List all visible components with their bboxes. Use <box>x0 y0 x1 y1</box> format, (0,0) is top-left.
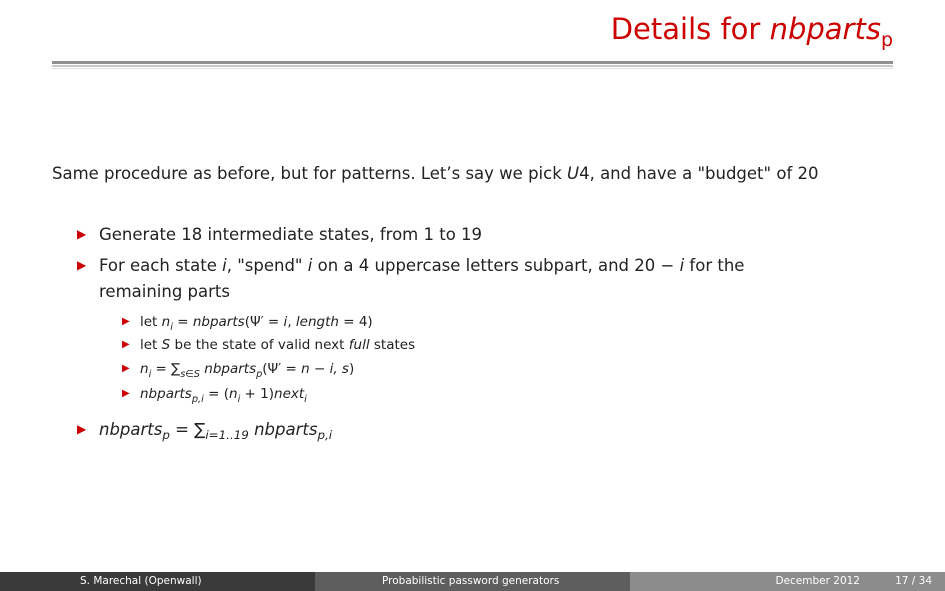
bullet-triangle-icon: ▶ <box>77 258 87 272</box>
bullet-triangle-icon: ▶ <box>77 227 87 241</box>
footer-date: December 2012 <box>775 575 860 587</box>
sub-list-item: ▶ nbparts$_{p,i}$ = ($n_i$ + 1)next$_i$ <box>122 386 307 405</box>
footer-author-segment <box>0 572 315 591</box>
title-rule-shadow-light <box>52 68 893 69</box>
list-item: ▶ For each state i, "spend" i on a 4 uppercase letters subpart, and 20 − i for the <box>77 256 745 275</box>
bullet-triangle-icon: ▶ <box>122 363 130 374</box>
intro-paragraph: Same procedure as before, but for patterns. Let’s say we pick U4, and have a "budget" of 20 <box>52 164 819 183</box>
footer-author: S. Marechal (Openwall) <box>80 575 202 587</box>
footer-bar <box>0 572 945 591</box>
bullet-triangle-icon: ▶ <box>77 422 87 436</box>
footer-talk-title: Probabilistic password generators <box>382 575 560 587</box>
bullet-triangle-icon: ▶ <box>122 388 130 399</box>
sub-list-item: ▶ $n_i = \sum_{s\in S}$ nbparts$_p$(Ψ′ = n − i, s) <box>122 361 355 380</box>
list-item: ▶ Generate 18 intermediate states, from 1 to 19 <box>77 225 483 244</box>
footer-title-segment <box>315 572 630 591</box>
title-rule-shadow <box>52 65 893 67</box>
title-rule <box>52 61 893 64</box>
list-item-continuation: remaining parts <box>99 282 230 301</box>
footer-date-segment <box>630 572 945 591</box>
sub-list-item: ▶ let $n_i$ = nbparts(Ψ′ = i, length = 4) <box>122 314 373 333</box>
slide-title: Details for nbparts$_p$ <box>610 12 893 51</box>
bullet-triangle-icon: ▶ <box>122 339 130 350</box>
list-item: ▶ nbparts$_p$ = $\sum_{i=1..19}$ nbparts$_{p,i}$ <box>77 420 333 442</box>
bullet-triangle-icon: ▶ <box>122 316 130 327</box>
sub-list-item: ▶ let S be the state of valid next full states <box>122 337 416 353</box>
page-number: 17 / 34 <box>895 575 932 587</box>
